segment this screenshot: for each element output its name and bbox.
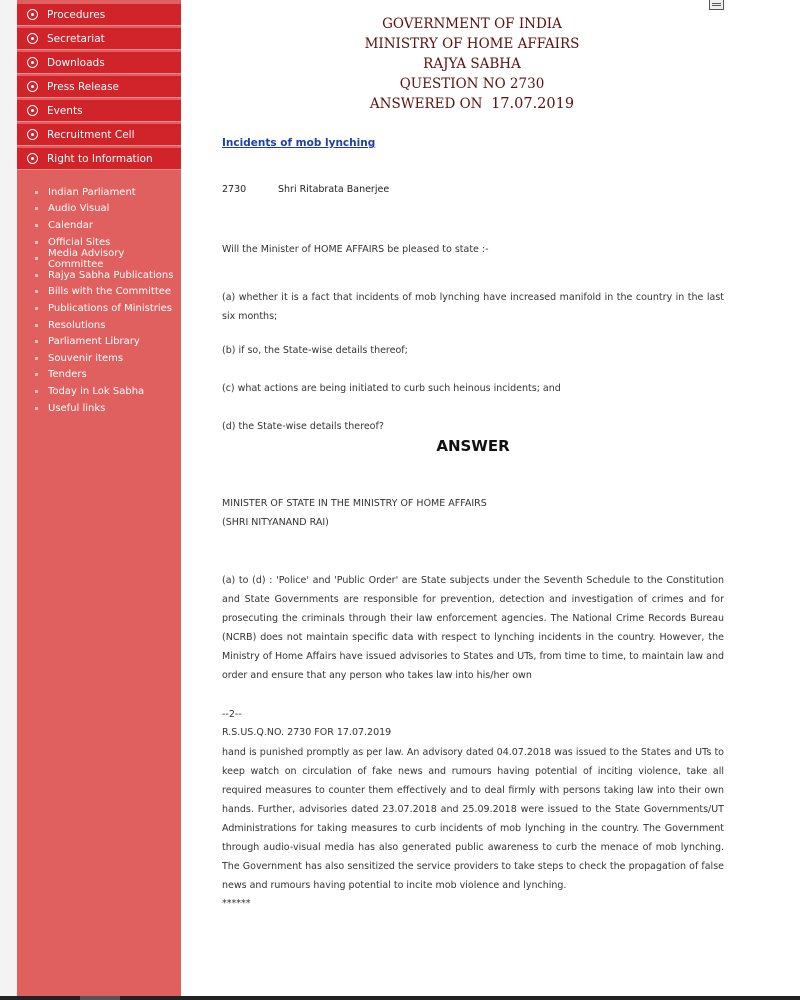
question-part-d: (d) the State-wise details thereof?: [222, 421, 384, 432]
circle-bullet-icon: [27, 9, 38, 20]
sidebar-item-recruitment-cell[interactable]: [17, 124, 181, 146]
header-house: RAJYA SABHA: [423, 56, 521, 72]
sidebar-links: [17, 184, 181, 416]
sidebar-link[interactable]: [17, 184, 181, 201]
sidebar-item-label: Recruitment Cell: [47, 128, 135, 141]
sidebar-link[interactable]: [17, 267, 181, 284]
square-bullet-icon: [35, 357, 38, 360]
question-asked-by: Shri Ritabrata Banerjee: [278, 184, 390, 195]
question-number: 2730: [222, 184, 247, 195]
sidebar-link[interactable]: [17, 217, 181, 234]
answer-paragraph-1-wrap: [222, 571, 724, 685]
circle-bullet-icon: [27, 129, 38, 140]
sidebar-item-label: Events: [47, 104, 83, 117]
sidebar-menu: [17, 4, 181, 172]
sidebar-link[interactable]: [17, 284, 181, 301]
sidebar-item-label: Procedures: [47, 8, 106, 21]
sidebar-link-label: Tenders: [48, 369, 87, 381]
sidebar-item-right-to-information[interactable]: [17, 148, 181, 170]
horizontal-scrollbar[interactable]: [0, 996, 800, 1000]
continuation-reference: R.S.US.Q.NO. 2730 FOR 17.07.2019: [222, 727, 392, 738]
page-marker: --2--: [222, 709, 242, 720]
sidebar-link[interactable]: [17, 247, 181, 270]
sidebar-link[interactable]: [17, 317, 181, 334]
sidebar-link-label: Indian Parliament: [48, 186, 136, 198]
header-answered-on: [222, 94, 722, 114]
square-bullet-icon: [35, 390, 38, 393]
question-subject-link[interactable]: Incidents of mob lynching: [222, 137, 376, 149]
sidebar-link[interactable]: [17, 350, 181, 367]
end-marker: ******: [222, 898, 251, 909]
sidebar-link-label: Rajya Sabha Publications: [48, 269, 174, 281]
square-bullet-icon: [35, 340, 38, 343]
question-intro: Will the Minister of HOME AFFAIRS be pleased to state :-: [222, 244, 489, 255]
sidebar-link[interactable]: [17, 383, 181, 400]
sidebar-link[interactable]: [17, 300, 181, 317]
print-icon[interactable]: [709, 0, 724, 10]
answer-paragraph-2-wrap: [222, 743, 724, 895]
circle-bullet-icon: [27, 153, 38, 164]
header-ministry: MINISTRY OF HOME AFFAIRS: [364, 36, 580, 52]
sidebar-link-label: Calendar: [48, 219, 93, 231]
square-bullet-icon: [35, 224, 38, 227]
window-left-edge: [0, 0, 17, 996]
answer-paragraph-1: (a) to (d) : 'Police' and 'Public Order' are State subjects under the Seventh Schedule to the Constitution and State Governments are responsible for prevention, detection and investigation of crimes and for prosecuting the criminals through their law enforcement agencies. The National Crime Records Bureau (NCRB) does not maintain specific data with respect to lynching incidents in the country. However, the Ministry of Home Affairs have issued advisories to States and UTs, from time to time, to maintain law and order and ensure that any person who takes law into his/her own: [222, 575, 724, 681]
header-government: GOVERNMENT OF INDIA: [382, 16, 562, 32]
sidebar-item-secretariat[interactable]: [17, 28, 181, 50]
sidebar-item-downloads[interactable]: [17, 52, 181, 74]
circle-bullet-icon: [27, 57, 38, 68]
sidebar-item-events[interactable]: [17, 100, 181, 122]
sidebar: [17, 0, 181, 996]
square-bullet-icon: [35, 274, 38, 277]
sidebar-item-label: Right to Information: [47, 152, 153, 165]
sidebar-link-label: Official Sites: [48, 236, 111, 248]
minister-title: MINISTER OF STATE IN THE MINISTRY OF HOME AFFAIRS: [222, 498, 487, 509]
square-bullet-icon: [35, 324, 38, 327]
square-bullet-icon: [35, 307, 38, 310]
sidebar-link-label: Media Advisory Committee: [47, 247, 125, 270]
sidebar-item-procedures[interactable]: [17, 4, 181, 26]
sidebar-item-label: Downloads: [47, 56, 105, 69]
minister-name: (SHRI NITYANAND RAI): [222, 517, 329, 528]
sidebar-link-label: Souvenir items: [48, 352, 124, 364]
question-part-b: (b) if so, the State-wise details thereof;: [222, 345, 408, 356]
sidebar-link-label: Parliament Library: [48, 336, 140, 348]
square-bullet-icon: [35, 241, 38, 244]
circle-bullet-icon: [27, 33, 38, 44]
sidebar-link[interactable]: [17, 201, 181, 218]
square-bullet-icon: [35, 257, 38, 260]
answer-heading: ANSWER: [436, 437, 510, 455]
sidebar-item-label: Secretariat: [47, 32, 105, 45]
square-bullet-icon: [35, 373, 38, 376]
sidebar-link[interactable]: [17, 367, 181, 384]
answered-label: ANSWERED ON: [369, 96, 483, 112]
circle-bullet-icon: [27, 105, 38, 116]
circle-bullet-icon: [27, 81, 38, 92]
square-bullet-icon: [35, 207, 38, 210]
sidebar-item-press-release[interactable]: [17, 76, 181, 98]
sidebar-link-label: Bills with the Committee: [48, 286, 172, 298]
sidebar-link-label: Audio Visual: [48, 203, 110, 215]
square-bullet-icon: [35, 290, 38, 293]
sidebar-link-label: Useful links: [48, 402, 106, 414]
sidebar-link-label: Resolutions: [48, 319, 106, 331]
sidebar-link[interactable]: [17, 333, 181, 350]
square-bullet-icon: [35, 407, 38, 410]
square-bullet-icon: [35, 191, 38, 194]
question-part-c: (c) what actions are being initiated to curb such heinous incidents; and: [222, 383, 561, 394]
answered-date: 17.07.2019: [491, 96, 575, 112]
sidebar-link-label: Today in Lok Sabha: [48, 385, 145, 397]
answer-paragraph-2: hand is punished promptly as per law. An advisory dated 04.07.2018 was issued to the States and UTs to keep watch on circulation of fake news and rumours having potential of inciting violence, take all required measures to counter them effectively and to deal firmly with persons taking law into their own hands. Further, advisories dated 23.07.2018 and 25.09.2018 were issued to the State Governments/UT Administrations for taking measures to curb incidents of mob lynching in the country. The Government through audio-visual media has also generated public awareness to curb the menace of mob lynching. The Government has also sensitized the service providers to take steps to check the propagation of false news and rumours having potential to incite mob violence and lynching.: [222, 747, 724, 891]
question-part-a-wrap: [222, 288, 724, 326]
sidebar-link-label: Publications of Ministries: [48, 302, 172, 314]
sidebar-item-label: Press Release: [47, 80, 119, 93]
scrollbar-thumb[interactable]: [80, 996, 120, 1000]
document-header: [222, 14, 722, 114]
question-part-a: (a) whether it is a fact that incidents of mob lynching have increased manifold in the country in the last six months;: [222, 292, 724, 322]
sidebar-link[interactable]: [17, 400, 181, 417]
header-question-number: QUESTION NO 2730: [399, 76, 545, 92]
